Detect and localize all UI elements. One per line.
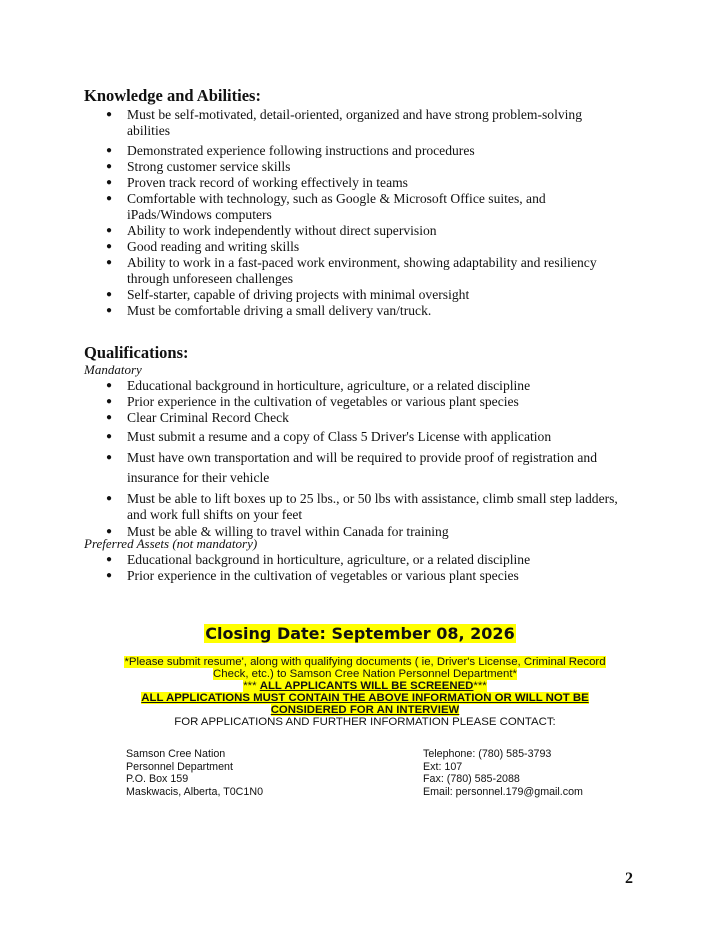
contact-line: FOR APPLICATIONS AND FURTHER INFORMATION PLEASE CONTACT:: [174, 716, 556, 728]
list-item: ● Prior experience in the cultivation of vegetables or various plant species: [106, 394, 626, 410]
screened-text: ALL APPLICANTS WILL BE SCREENED: [259, 680, 474, 692]
address-line: P.O. Box 159: [126, 773, 189, 785]
list-item: ● Self-starter, capable of driving projects with minimal oversight: [106, 287, 626, 303]
knowledge-list: [106, 107, 626, 319]
extension: Ext: 107: [423, 760, 463, 773]
list-item: ● Must submit a resume and a copy of Class 5 Driver's License with application: [106, 429, 626, 445]
list-item: ● Must be able to lift boxes up to 25 lbs., or 50 lbs with assistance, climb small step ladders, and work full shifts on your feet: [106, 491, 626, 523]
fax: Fax: (780) 585-2088: [423, 773, 520, 785]
screened-prefix: ***: [243, 680, 260, 692]
list-item: ● Ability to work independently without direct supervision: [106, 223, 626, 239]
list-item: ● Clear Criminal Record Check: [106, 410, 626, 426]
list-item: ● Strong customer service skills: [106, 159, 626, 175]
list-item: ● Must have own transportation and will be required to provide proof of registration and insurance for their vehicle: [106, 448, 626, 488]
mandatory-label: Mandatory: [84, 362, 142, 377]
list-item: ● Educational background in horticulture, agriculture, or a related discipline: [106, 378, 626, 394]
list-item: ● Demonstrated experience following instructions and procedures: [106, 143, 626, 159]
email: Email: personnel.179@gmail.com: [423, 785, 583, 798]
preferred-list: [106, 552, 626, 584]
address-line: Personnel Department: [126, 760, 233, 773]
list-item: ● Must be able & willing to travel within Canada for training: [106, 524, 626, 540]
contact-details: [423, 748, 583, 798]
telephone: Telephone: (780) 585-3793: [423, 748, 552, 760]
address-line: Maskwacis, Alberta, T0C1N0: [126, 785, 264, 798]
preferred-label: Preferred Assets (not mandatory): [84, 536, 258, 551]
qualifications-heading: Qualifications:: [84, 343, 189, 362]
address-line: Samson Cree Nation: [126, 748, 226, 760]
list-item: ● Good reading and writing skills: [106, 239, 626, 255]
mandatory-list: [106, 378, 626, 540]
list-item: ● Comfortable with technology, such as Google & Microsoft Office suites, and iPads/Windows computers: [106, 191, 626, 223]
list-item: ● Proven track record of working effectively in teams: [106, 175, 626, 191]
list-item: ● Must be self-motivated, detail-oriented, organized and have strong problem-solving abilities: [106, 107, 626, 139]
closing-date-text: Closing Date: September 08, 2026: [205, 624, 515, 643]
closing-date: [0, 624, 720, 644]
must-contain-text: ALL APPLICATIONS MUST CONTAIN THE ABOVE INFORMATION OR WILL NOT BE CONSIDERED FOR AN INTERVIEW: [141, 692, 589, 716]
screened-suffix: ***: [473, 680, 487, 692]
knowledge-heading: Knowledge and Abilities:: [84, 86, 261, 105]
list-item: ● Ability to work in a fast-paced work environment, showing adaptability and resiliency through unforeseen challenges: [106, 255, 626, 287]
submit-note: *Please submit resume', along with qualifying documents ( ie, Driver's License, Criminal Record Check, etc.) to Samson Cree Nation Personnel Department*: [124, 656, 606, 680]
page-number: 2: [625, 870, 633, 887]
application-notice: [120, 656, 610, 728]
list-item: ● Must be comfortable driving a small delivery van/truck.: [106, 303, 626, 319]
contact-address: [126, 748, 263, 798]
list-item: ● Prior experience in the cultivation of vegetables or various plant species: [106, 568, 626, 584]
list-item: ● Educational background in horticulture, agriculture, or a related discipline: [106, 552, 626, 568]
